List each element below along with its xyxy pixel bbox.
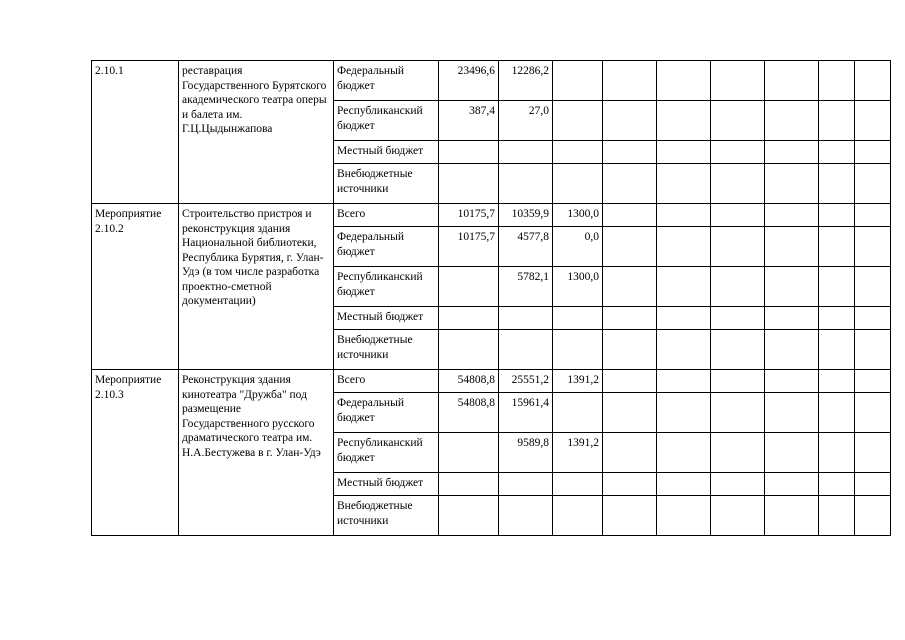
value-cell: 10175,7 [439,227,499,267]
item-id: Мероприятие 2.10.3 [92,370,179,536]
empty-cell [819,473,855,496]
value-cell [439,330,499,370]
empty-cell [855,141,891,164]
empty-cell [819,204,855,227]
empty-cell [603,61,657,101]
value-cell: 0,0 [553,227,603,267]
table-row [92,370,891,393]
empty-cell [765,496,819,536]
value-cell [553,393,603,433]
empty-cell [603,227,657,267]
empty-cell [855,307,891,330]
value-cell: 10359,9 [499,204,553,227]
value-cell [499,496,553,536]
empty-cell [657,101,711,141]
value-cell: 10175,7 [439,204,499,227]
item-id: 2.10.1 [92,61,179,204]
empty-cell [765,61,819,101]
source-label: Федеральный бюджет [334,227,439,267]
value-cell: 387,4 [439,101,499,141]
empty-cell [855,370,891,393]
empty-cell [603,101,657,141]
source-label: Федеральный бюджет [334,393,439,433]
empty-cell [603,164,657,204]
item-title: реставрация Государственного Бурятского академического театра оперы и балета им. Г.Ц.Цыдынжапова [179,61,334,204]
empty-cell [855,227,891,267]
empty-cell [711,141,765,164]
value-cell: 54808,8 [439,370,499,393]
empty-cell [855,101,891,141]
source-label: Республиканский бюджет [334,101,439,141]
empty-cell [603,393,657,433]
empty-cell [711,330,765,370]
value-cell: 27,0 [499,101,553,141]
value-cell [553,101,603,141]
value-cell [439,307,499,330]
empty-cell [765,307,819,330]
value-cell [553,61,603,101]
empty-cell [765,164,819,204]
empty-cell [603,267,657,307]
value-cell [553,473,603,496]
empty-cell [765,473,819,496]
value-cell [499,141,553,164]
value-cell: 12286,2 [499,61,553,101]
empty-cell [819,164,855,204]
empty-cell [657,141,711,164]
empty-cell [711,204,765,227]
empty-cell [711,164,765,204]
value-cell: 1300,0 [553,204,603,227]
empty-cell [711,101,765,141]
empty-cell [765,370,819,393]
empty-cell [711,496,765,536]
empty-cell [657,393,711,433]
empty-cell [657,267,711,307]
value-cell [499,330,553,370]
empty-cell [657,496,711,536]
value-cell: 1300,0 [553,267,603,307]
source-label: Внебюджетные источники [334,164,439,204]
source-label: Федеральный бюджет [334,61,439,101]
source-label: Внебюджетные источники [334,496,439,536]
value-cell: 1391,2 [553,433,603,473]
empty-cell [711,227,765,267]
empty-cell [855,267,891,307]
value-cell [553,496,603,536]
empty-cell [765,204,819,227]
source-label: Местный бюджет [334,307,439,330]
empty-cell [603,141,657,164]
source-label: Всего [334,370,439,393]
budget-table [91,60,891,536]
empty-cell [819,141,855,164]
value-cell: 25551,2 [499,370,553,393]
empty-cell [603,433,657,473]
empty-cell [603,204,657,227]
empty-cell [765,141,819,164]
value-cell: 1391,2 [553,370,603,393]
empty-cell [657,227,711,267]
empty-cell [657,164,711,204]
value-cell: 15961,4 [499,393,553,433]
empty-cell [711,393,765,433]
empty-cell [855,164,891,204]
empty-cell [657,370,711,393]
empty-cell [855,61,891,101]
table-row [92,204,891,227]
value-cell [439,473,499,496]
source-label: Республиканский бюджет [334,267,439,307]
value-cell [553,141,603,164]
empty-cell [819,330,855,370]
value-cell: 23496,6 [439,61,499,101]
empty-cell [765,267,819,307]
empty-cell [855,496,891,536]
empty-cell [765,330,819,370]
empty-cell [657,204,711,227]
empty-cell [819,227,855,267]
empty-cell [711,370,765,393]
value-cell: 54808,8 [439,393,499,433]
empty-cell [711,61,765,101]
empty-cell [819,101,855,141]
empty-cell [657,307,711,330]
value-cell [439,164,499,204]
empty-cell [819,267,855,307]
empty-cell [657,473,711,496]
empty-cell [765,101,819,141]
value-cell: 5782,1 [499,267,553,307]
item-title: Строительство пристроя и реконструкция здания Национальной библиотеки, Республика Бурятия, г. Улан-Удэ (в том числе разработка проектно-сметной документации) [179,204,334,370]
value-cell [439,141,499,164]
value-cell [553,164,603,204]
empty-cell [819,433,855,473]
item-title: Реконструкция здания кинотеатра "Дружба" под размещение Государственного русского драматического театра им. Н.А.Бестужева в г. Улан-Удэ [179,370,334,536]
empty-cell [855,204,891,227]
empty-cell [657,433,711,473]
value-cell [439,267,499,307]
empty-cell [819,307,855,330]
source-label: Местный бюджет [334,141,439,164]
empty-cell [603,496,657,536]
value-cell [553,330,603,370]
empty-cell [765,433,819,473]
value-cell: 4577,8 [499,227,553,267]
empty-cell [855,393,891,433]
source-label: Республиканский бюджет [334,433,439,473]
empty-cell [603,330,657,370]
empty-cell [855,330,891,370]
source-label: Всего [334,204,439,227]
empty-cell [603,307,657,330]
empty-cell [603,473,657,496]
value-cell [499,164,553,204]
empty-cell [711,433,765,473]
value-cell [499,307,553,330]
empty-cell [765,227,819,267]
empty-cell [765,393,819,433]
source-label: Внебюджетные источники [334,330,439,370]
empty-cell [819,393,855,433]
value-cell [553,307,603,330]
empty-cell [819,61,855,101]
empty-cell [657,330,711,370]
table-row [92,61,891,101]
empty-cell [819,370,855,393]
empty-cell [711,267,765,307]
source-label: Местный бюджет [334,473,439,496]
value-cell [499,473,553,496]
value-cell [439,433,499,473]
item-id: Мероприятие 2.10.2 [92,204,179,370]
value-cell: 9589,8 [499,433,553,473]
empty-cell [711,307,765,330]
empty-cell [855,473,891,496]
empty-cell [603,370,657,393]
empty-cell [855,433,891,473]
empty-cell [711,473,765,496]
empty-cell [819,496,855,536]
empty-cell [657,61,711,101]
value-cell [439,496,499,536]
